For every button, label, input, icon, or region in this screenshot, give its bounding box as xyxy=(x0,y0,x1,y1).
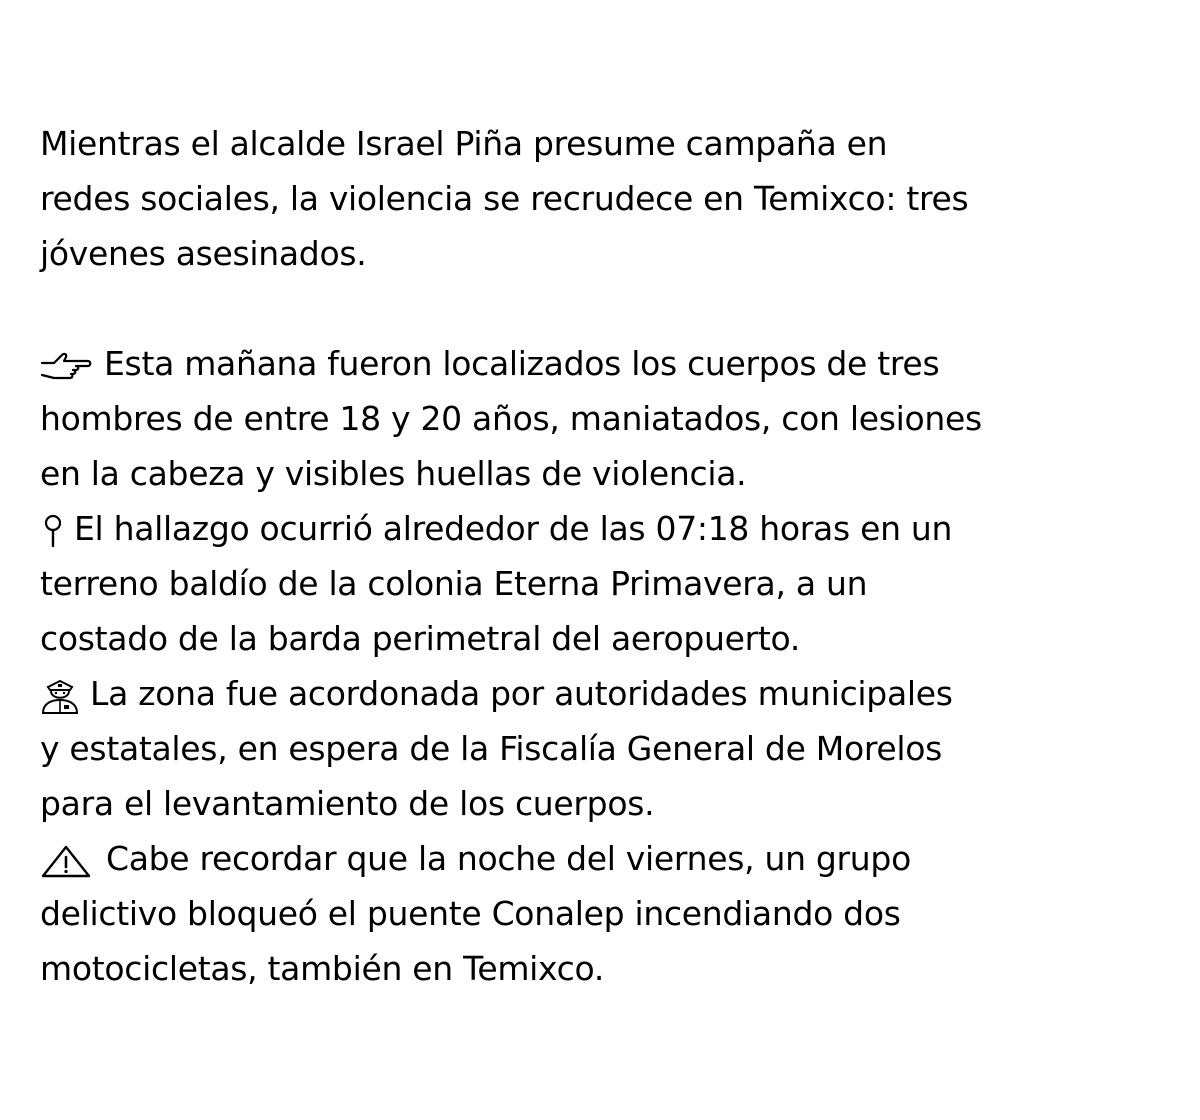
item-1-line-3: en la cabeza y visibles huellas de violencia. xyxy=(40,454,747,493)
police-officer-icon xyxy=(40,678,80,714)
item-pointing-hand xyxy=(40,336,1170,501)
intro-paragraph xyxy=(40,116,1170,281)
intro-line-1: Mientras el alcalde Israel Piña presume campaña en xyxy=(40,124,888,163)
item-4-line-2: delictivo bloqueó el puente Conalep incendiando dos xyxy=(40,894,901,933)
item-police-officer xyxy=(40,666,1170,831)
item-warning xyxy=(40,831,1170,996)
item-3-line-2: y estatales, en espera de la Fiscalía General de Morelos xyxy=(40,729,943,768)
item-4-line-3: motocicletas, también en Temixco. xyxy=(40,949,605,988)
location-pin-icon xyxy=(40,514,66,548)
item-location-pin xyxy=(40,501,1170,666)
item-4-line-1: Cabe recordar que la noche del viernes, un grupo xyxy=(106,839,911,878)
item-1-line-1: Esta mañana fueron localizados los cuerpos de tres xyxy=(104,344,940,383)
item-3-line-3: para el levantamiento de los cuerpos. xyxy=(40,784,655,823)
pointing-hand-icon xyxy=(40,351,92,381)
post-text-body xyxy=(40,116,1170,996)
item-2-line-1: El hallazgo ocurrió alrededor de las 07:18 horas en un xyxy=(74,509,953,548)
item-3-line-1: La zona fue acordonada por autoridades municipales xyxy=(90,674,953,713)
intro-line-3: jóvenes asesinados. xyxy=(40,234,367,273)
item-2-line-2: terreno baldío de la colonia Eterna Primavera, a un xyxy=(40,564,868,603)
item-1-line-2: hombres de entre 18 y 20 años, maniatados, con lesiones xyxy=(40,399,982,438)
warning-icon xyxy=(40,844,92,878)
paragraph-gap xyxy=(40,281,1170,336)
intro-line-2: redes sociales, la violencia se recrudece en Temixco: tres xyxy=(40,179,969,218)
item-2-line-3: costado de la barda perimetral del aeropuerto. xyxy=(40,619,801,658)
